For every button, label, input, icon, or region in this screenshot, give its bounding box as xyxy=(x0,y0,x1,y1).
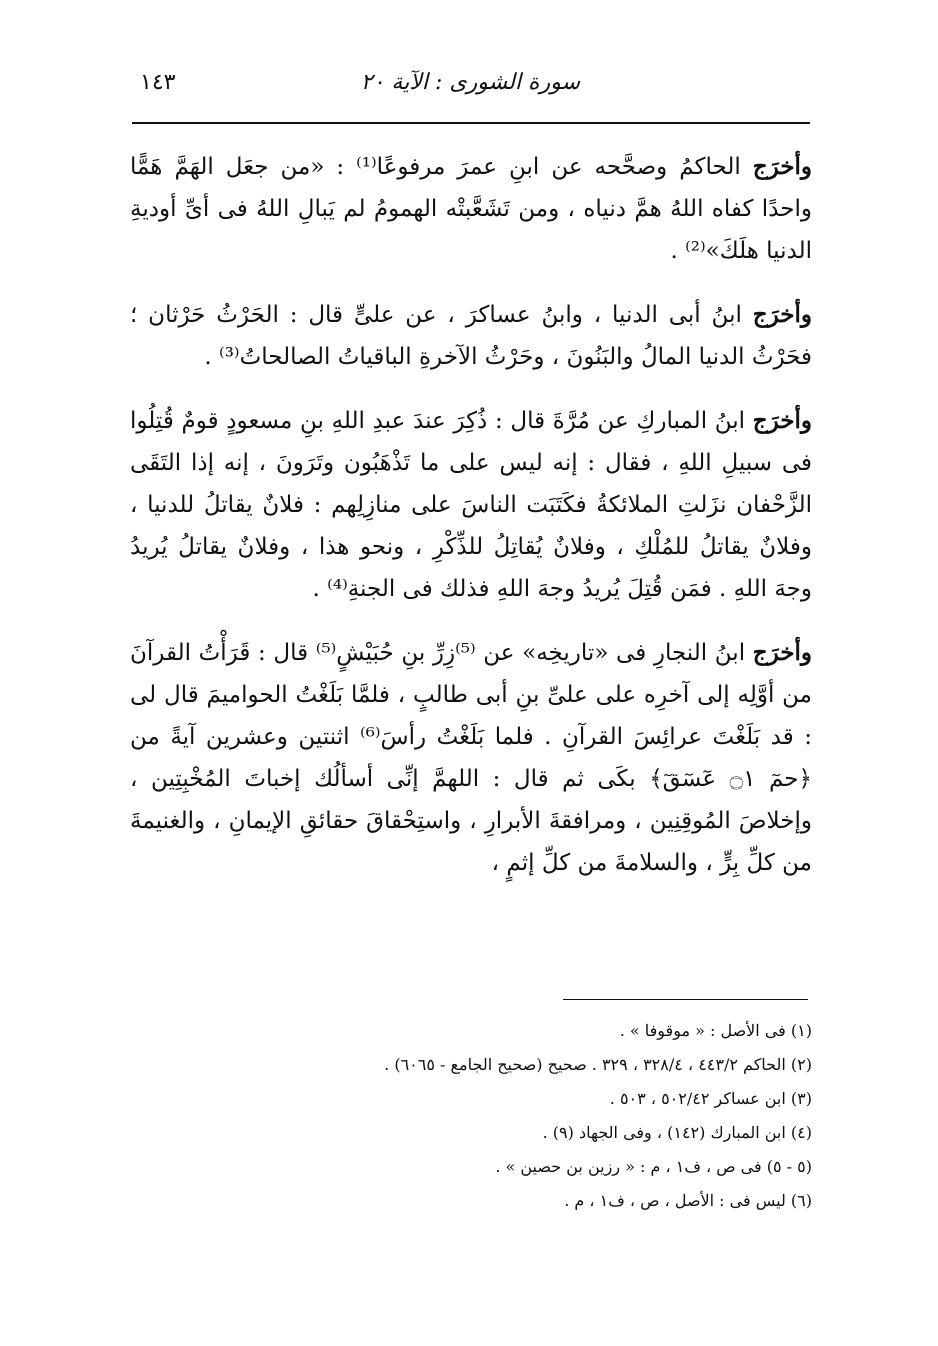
paragraph xyxy=(130,632,812,884)
main-text xyxy=(130,146,812,906)
paragraph-text: ابنُ أبى الدنيا ، وابنُ عساكرَ ، عن علىٍّ قال : الحَرْثُ حَرْثان ؛ فحَرْثُ الدنيا المالُ والبَنُونَ ، وحَرْثُ الآخرةِ الباقياتُ الصالحاتُ⁽³⁾ . xyxy=(130,302,812,370)
footnote: (٢) الحاكم ٤٤٣/٢ ، ٣٢٨/٤ ، ٣٢٩ . صحيح (صحيح الجامع - ٦٠٦٥) . xyxy=(384,1055,812,1074)
footnote: (٣) ابن عساكر ٥٠٢/٤٢ ، ٥٠٣ . xyxy=(609,1089,812,1108)
footnote: (٥ - ٥) فى ص ، ف١ ، م : « رزين بن حصين » . xyxy=(495,1157,812,1176)
paragraph-text: ابنُ النجارِ فى «تاريخِه» عن ⁽⁵⁾زِرِّ بنِ حُبَيْشٍ⁽⁵⁾ قال : قَرَأْتُ القرآنَ من أوَّلِه إلى آخرِه على علىِّ بنِ أبى طالبٍ ، فلمَّا بَلَغْتُ الحواميمَ قال لى : قد بَلَغْتَ عرائِسَ القرآنِ . فلما بَلَغْتُ رأسَ⁽⁶⁾ اثنتين وعشرين آيةً من ﴿حمٓ ۝١ عٓسٓقٓ﴾ بكَى ثم قال : اللهمَّ إنِّى أسألُك إخباتَ المُخْبِتِين ، وإخلاصَ المُوقِنِين ، ومرافقةَ الأبرارِ ، واستِحْقاقَ حقائقِ الإيمانِ ، والغنيمةَ من كلِّ بِرٍّ ، والسلامةَ من كلِّ إثمٍ ، xyxy=(130,640,812,876)
footnote: (٦) ليس فى : الأصل ، ص ، ف١ ، م . xyxy=(564,1191,812,1210)
paragraph-text: الحاكمُ وصحَّحه عن ابنِ عمرَ مرفوعًا⁽¹⁾ : «من جعَل الهَمَّ هَمًّا واحدًا كفاه اللهُ همَّ دنياه ، ومن تَشَعَّبتْه الهمومُ لم يَبالِ اللهُ فى أىِّ أوديةِ الدنيا هلَكَ»⁽²⁾ . xyxy=(130,154,812,264)
paragraph-lead: وأخرَج xyxy=(752,639,812,666)
page-number: ١٤٣ xyxy=(140,70,176,95)
page-header xyxy=(132,64,810,108)
paragraph xyxy=(130,146,812,272)
paragraph xyxy=(130,400,812,610)
footnote-separator xyxy=(563,999,808,1000)
paragraph-lead: وأخرَج xyxy=(752,153,813,180)
paragraph-lead: وأخرَج xyxy=(752,301,812,328)
footnote: (١) فى الأصل : « موقوفا » . xyxy=(619,1021,812,1040)
header-rule xyxy=(132,122,810,124)
paragraph-lead: وأخرَج xyxy=(752,407,812,434)
running-title: سورة الشورى : الآية ٢٠ xyxy=(360,70,580,95)
paragraph xyxy=(130,294,812,378)
footnotes xyxy=(200,1014,812,1218)
paragraph-text: ابنُ المباركِ عن مُرَّةَ قال : ذُكِرَ عندَ عبدِ اللهِ بنِ مسعودٍ قومٌ قُتِلُوا فى سبيلِ اللهِ ، فقال : إنه ليس على ما تَذْهَبُون وتَرَونَ ، إنه إذا التَقَى الزَّحْفان نزَلتِ الملائكةُ فكَتَبَت الناسَ على منازِلِهم : فلانٌ يقاتلُ للدنيا ، وفلانٌ يقاتلُ للمُلْكِ ، وفلانٌ يُقاتِلُ للذِّكْرِ ، ونحو هذا ، وفلانٌ يقاتلُ يُريدُ وجهَ اللهِ . فمَن قُتِلَ يُريدُ وجهَ اللهِ فذلك فى الجنةِ⁽⁴⁾ . xyxy=(130,408,812,602)
footnote: (٤) ابن المبارك (١٤٢) ، وفى الجهاد (٩) . xyxy=(542,1123,812,1142)
